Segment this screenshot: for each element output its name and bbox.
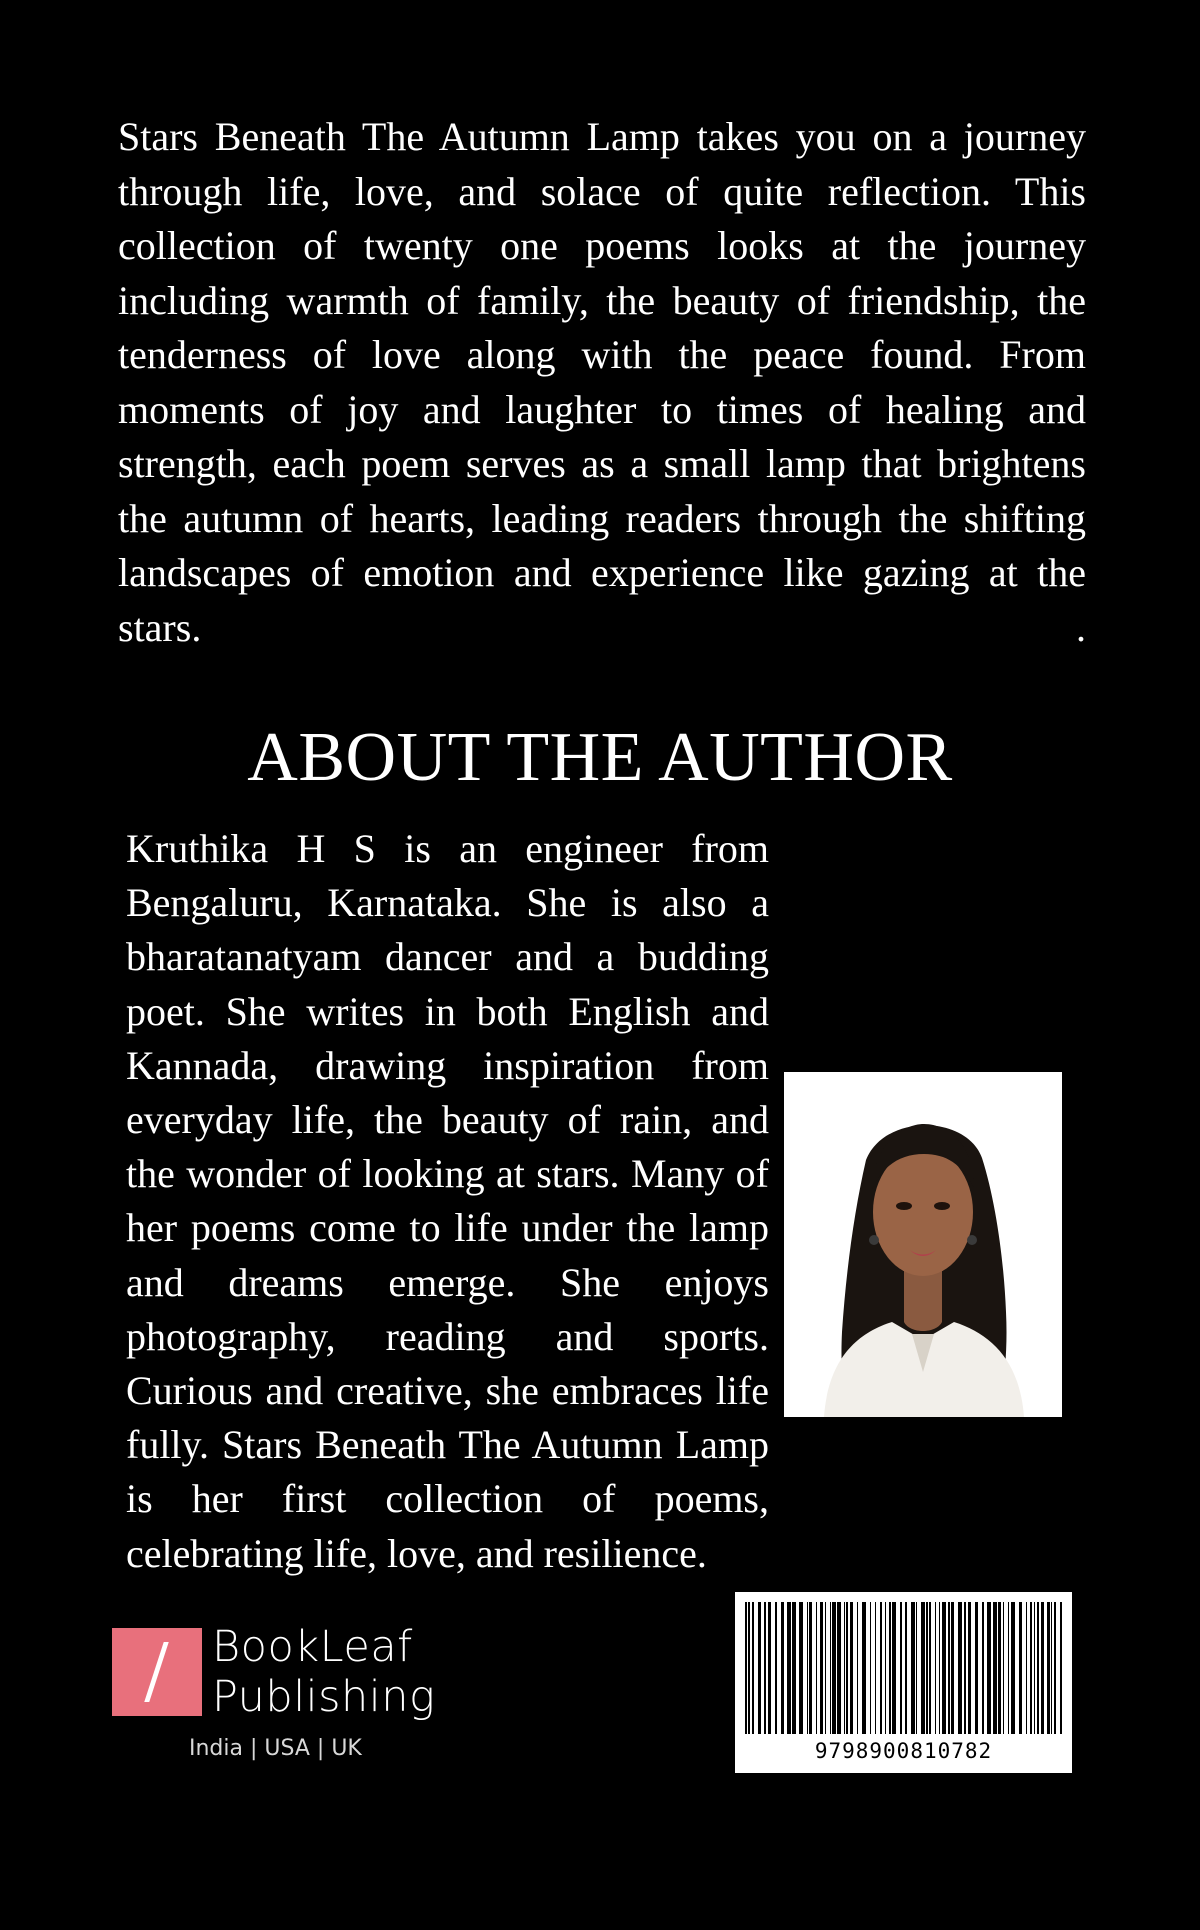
barcode-bar — [911, 1602, 915, 1734]
barcode-bar — [832, 1602, 836, 1734]
barcode-bar — [1019, 1602, 1022, 1734]
barcode-bar — [816, 1602, 817, 1734]
barcode-bar — [846, 1602, 848, 1734]
barcode-bar — [830, 1602, 831, 1734]
barcode-bar — [942, 1602, 946, 1734]
isbn-barcode — [735, 1592, 1072, 1773]
barcode-bar — [982, 1602, 984, 1734]
barcode-bar — [1051, 1602, 1052, 1734]
publisher-mark-icon — [112, 1628, 202, 1716]
barcode-bar — [1008, 1602, 1009, 1734]
barcode-bar — [781, 1602, 784, 1734]
barcode-bar — [809, 1602, 812, 1734]
barcode-bar — [975, 1602, 978, 1734]
barcode-bar — [875, 1602, 876, 1734]
barcode-bar — [844, 1602, 845, 1734]
barcode-bar — [792, 1602, 796, 1734]
barcode-bar — [799, 1602, 803, 1734]
barcode-bar — [1034, 1602, 1035, 1734]
barcode-bar — [758, 1602, 761, 1734]
author-bio: Kruthika H S is an engineer from Bengaluru, Karnataka. She is also a bharatanatyam dancer and a budding poet. She writes in both English and Kannada, drawing inspiration from everyday life, the beauty of rain, and the wonder of looking at stars. Many of her poems come to life under the lamp and dreams emerge. She enjoys photography, reading and sports. Curious and creative, she embraces life fully. Stars Beneath The Autumn Lamp is her first collection of poems, celebrating life, love, and resilience. — [126, 826, 769, 1576]
barcode-bar — [905, 1602, 907, 1734]
barcode-bar — [1060, 1602, 1062, 1734]
barcode-bar — [787, 1602, 791, 1734]
barcode-bar — [850, 1602, 853, 1734]
barcode-bar — [870, 1602, 871, 1734]
barcode-bar — [1041, 1602, 1044, 1734]
book-blurb — [118, 110, 1086, 655]
barcode-bar — [889, 1602, 891, 1734]
barcode-bar — [885, 1602, 886, 1734]
blurb-trailing-mark: . — [1076, 604, 1086, 650]
barcode-bar — [1026, 1602, 1027, 1734]
barcode-bar — [921, 1602, 925, 1734]
barcode-bars-icon — [745, 1602, 1062, 1734]
barcode-bar — [926, 1602, 928, 1734]
publisher-name-line2: Publishing — [212, 1672, 436, 1722]
barcode-bar — [951, 1602, 954, 1734]
barcode-bar — [935, 1602, 936, 1734]
barcode-bar — [968, 1602, 971, 1734]
barcode-bar — [764, 1602, 766, 1734]
isbn-number: 9798900810782 — [814, 1739, 993, 1763]
publisher-name-line1: BookLeaf — [212, 1622, 413, 1672]
barcode-bar — [998, 1602, 1001, 1734]
barcode-bar — [880, 1602, 882, 1734]
barcode-bar — [820, 1602, 823, 1734]
barcode-bar — [929, 1602, 931, 1734]
barcode-bar — [948, 1602, 950, 1734]
barcode-bar — [1011, 1602, 1015, 1734]
barcode-bar — [987, 1602, 991, 1734]
barcode-bar — [837, 1602, 841, 1734]
barcode-bar — [752, 1602, 754, 1734]
author-photo — [784, 1072, 1062, 1417]
barcode-bar — [900, 1602, 902, 1734]
barcode-bar — [892, 1602, 896, 1734]
barcode-bar — [993, 1602, 997, 1734]
barcode-bar — [775, 1602, 777, 1734]
barcode-bar — [964, 1602, 966, 1734]
barcode-bar — [1030, 1602, 1032, 1734]
publisher-logo — [112, 1622, 472, 1778]
slash-icon — [144, 1642, 168, 1702]
barcode-bar — [1037, 1602, 1039, 1734]
barcode-bar — [862, 1602, 866, 1734]
publisher-regions: India | USA | UK — [189, 1736, 362, 1761]
blurb-text: Stars Beneath The Autumn Lamp takes you on a journey through life, love, and solace of quite reflection. This collection of twenty one poems looks at the journey including warmth of family, the beauty of friendship, the tenderness of love along with the peace found. From moments of joy and laughter to times of healing and strength, each poem serves as a small lamp that brightens the autumn of hearts, leading readers through the shifting landscapes of emotion and experience like gazing at the stars. — [118, 114, 1086, 650]
barcode-bar — [958, 1602, 962, 1734]
barcode-bar — [807, 1602, 808, 1734]
barcode-bar — [825, 1602, 826, 1734]
barcode-bar — [1054, 1602, 1056, 1734]
barcode-bar — [745, 1602, 747, 1734]
barcode-bar — [916, 1602, 917, 1734]
barcode-bar — [1003, 1602, 1004, 1734]
publisher-name — [212, 1622, 435, 1722]
barcode-bar — [857, 1602, 858, 1734]
barcode-bar — [748, 1602, 750, 1734]
barcode-bar — [1047, 1602, 1050, 1734]
about-author-heading: ABOUT THE AUTHOR — [247, 719, 953, 796]
barcode-bar — [939, 1602, 940, 1734]
barcode-bar — [768, 1602, 771, 1734]
